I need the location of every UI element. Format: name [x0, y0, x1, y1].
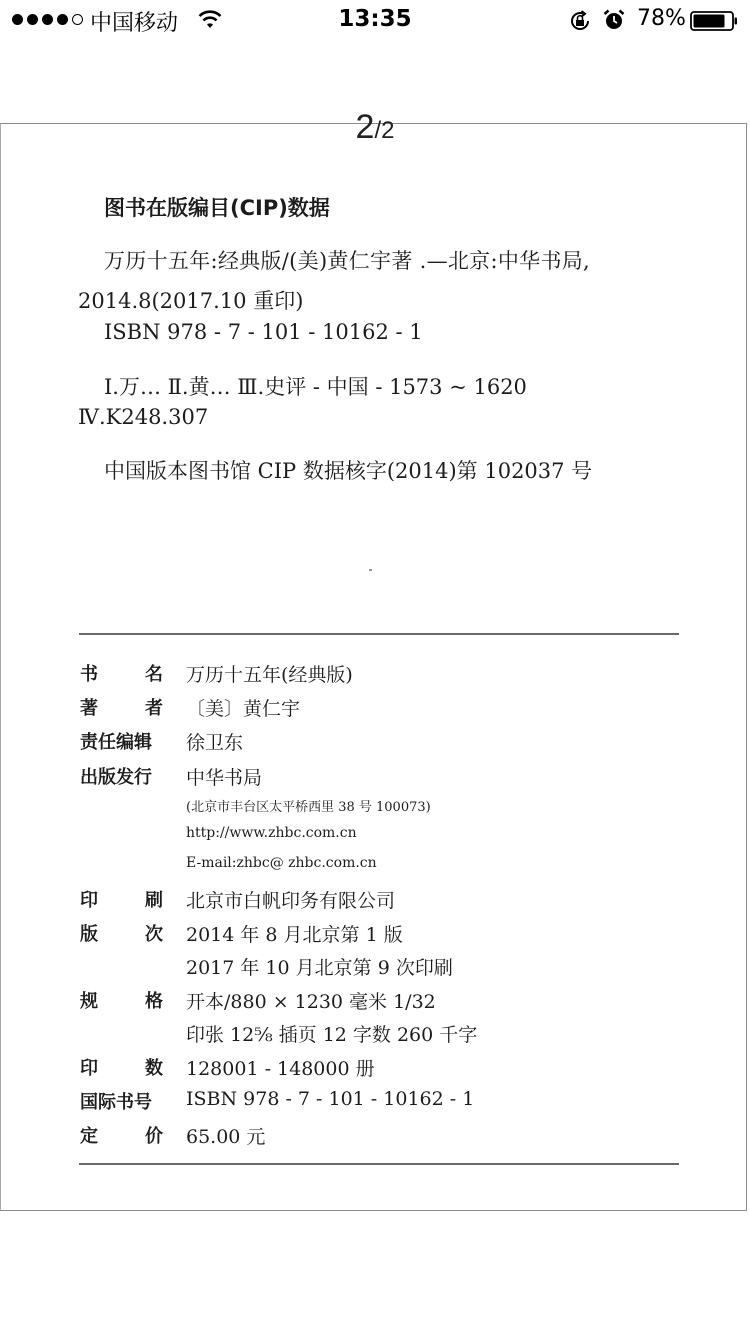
book-title-value: 万历十五年(经典版): [186, 664, 353, 686]
status-bar: [0, 0, 750, 40]
cip-title-line: 万历十五年:经典版/(美)黄仁宇著 .—北京:中华书局,: [104, 249, 591, 273]
page-indicator: [0, 108, 750, 147]
print-run-value: 128001 - 148000 册: [186, 1058, 375, 1080]
clock-time: 13:35: [338, 6, 412, 32]
publisher-website: http://www.zhbc.com.cn: [186, 825, 357, 841]
price-value: 65.00 元: [186, 1126, 266, 1148]
cip-classification-line: Ⅳ.K248.307: [78, 405, 209, 429]
price-label: 定 价: [80, 1126, 163, 1147]
isbn-label: 国际书号: [80, 1092, 152, 1113]
cip-record-number-line: 中国版本图书馆 CIP 数据核字(2014)第 102037 号: [104, 459, 593, 483]
specs-value-2: 印张 12⅝ 插页 12 字数 260 千字: [186, 1024, 478, 1046]
cip-subject-line: Ⅰ.万… Ⅱ.黄… Ⅲ.史评 - 中国 - 1573 ~ 1620: [104, 375, 527, 399]
book-title-label: 书 名: [80, 664, 163, 685]
printer-row: [0, 886, 750, 916]
publisher-row: [0, 763, 750, 793]
isbn-row: [0, 1088, 750, 1118]
scan-speck: [369, 569, 372, 571]
editor-label: 责任编辑: [80, 732, 152, 753]
cip-date-line: 2014.8(2017.10 重印): [78, 289, 304, 313]
price-row: [0, 1122, 750, 1152]
cip-isbn-line: ISBN 978 - 7 - 101 - 10162 - 1: [104, 320, 423, 344]
print-run-row: [0, 1054, 750, 1084]
specs-row: [0, 987, 750, 1017]
printer-label: 印 刷: [80, 890, 163, 911]
divider-rule: [79, 1163, 679, 1165]
carrier-name: 中国移动: [90, 11, 179, 36]
rotation-lock-icon: [568, 9, 592, 33]
divider-rule: [79, 633, 679, 635]
battery-icon: [690, 11, 738, 31]
author-label: 著 者: [80, 698, 163, 719]
battery-percentage: 78%: [637, 6, 686, 31]
book-title-row: [0, 660, 750, 690]
edition-value: 2014 年 8 月北京第 1 版: [186, 924, 403, 946]
printer-value: 北京市白帆印务有限公司: [186, 890, 396, 912]
isbn-value: ISBN 978 - 7 - 101 - 10162 - 1: [186, 1088, 475, 1110]
current-page-number: 2: [355, 108, 375, 146]
specs-value: 开本/880 × 1230 毫米 1/32: [186, 991, 436, 1013]
publisher-label: 出版发行: [80, 767, 152, 788]
edition-label: 版 次: [80, 924, 163, 945]
alarm-clock-icon: [602, 8, 626, 32]
edition-row: [0, 920, 750, 950]
publisher-value: 中华书局: [186, 767, 263, 789]
author-row: [0, 694, 750, 724]
editor-row: [0, 728, 750, 758]
specs-label: 规 格: [80, 991, 163, 1012]
print-run-label: 印 数: [80, 1058, 163, 1079]
reprint-value: 2017 年 10 月北京第 9 次印刷: [186, 957, 453, 979]
editor-value: 徐卫东: [186, 732, 244, 754]
publisher-address: (北京市丰台区太平桥西里 38 号 100073): [186, 800, 431, 815]
total-pages-number: 2: [381, 117, 395, 144]
publisher-email: E-mail:zhbc@ zhbc.com.cn: [186, 855, 377, 871]
page-separator: /: [374, 117, 382, 144]
author-value: 〔美〕黄仁宇: [186, 698, 301, 720]
cip-heading: 图书在版编目(CIP)数据: [104, 196, 330, 220]
